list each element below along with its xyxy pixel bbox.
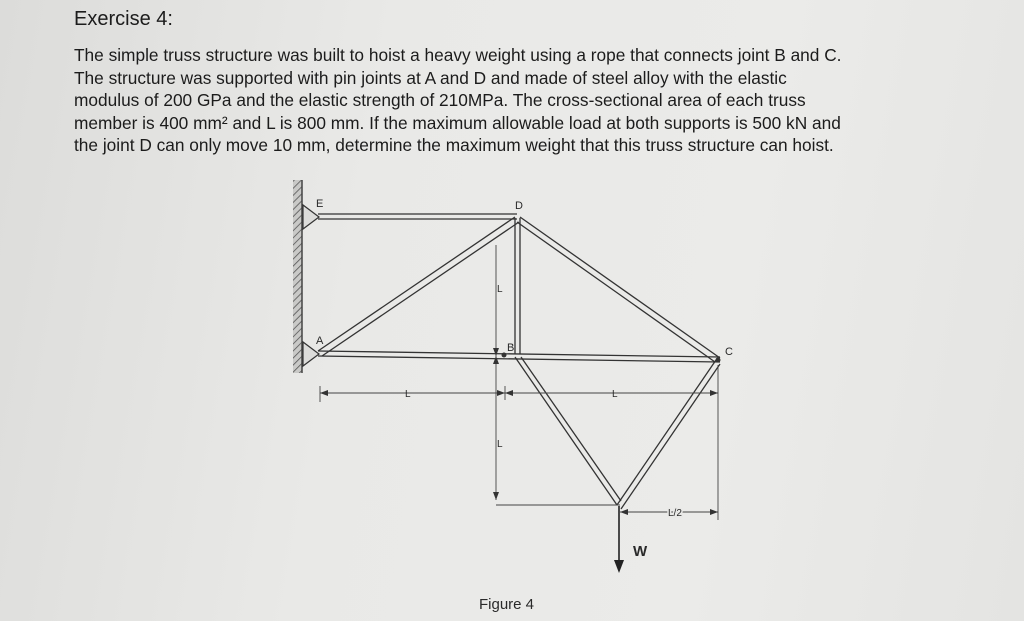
dim-label-vertical-upper: L [497, 284, 503, 295]
arrowhead [497, 390, 505, 396]
label-joint-d: D [515, 200, 523, 212]
rope-b-w [515, 357, 617, 505]
arrowhead [320, 390, 328, 396]
member-abc-edge [318, 356, 720, 362]
arrowhead [505, 390, 513, 396]
member-ad [318, 217, 515, 351]
load-label-w: W [633, 543, 648, 560]
label-joint-c: C [725, 346, 733, 358]
truss-members [318, 214, 720, 509]
arrowhead [710, 390, 718, 396]
statement-line: the joint D can only move 10 mm, determine the maximum weight that this truss structure can hoist. [74, 135, 834, 155]
rope-c-w [617, 360, 716, 505]
rope-c-w-edge [621, 364, 720, 509]
dim-label-vertical-lower: L [497, 439, 503, 450]
arrowhead [493, 356, 499, 364]
joint-c [716, 358, 721, 363]
statement-line: The simple truss structure was built to hoist a heavy weight using a rope that connects joint B and C. [74, 45, 842, 65]
dimension-lines [320, 245, 718, 520]
member-dc [520, 217, 720, 358]
load-arrow-head [614, 560, 624, 573]
statement-line: The structure was supported with pin joints at A and D and made of steel alloy with the elastic [74, 67, 787, 88]
member-abc [318, 351, 720, 357]
exercise-title: Exercise 4: [74, 8, 173, 30]
arrowhead [620, 509, 628, 515]
member-ad-edge [322, 222, 519, 356]
dim-label-horizontal-right: L [612, 389, 618, 400]
statement-line: modulus of 200 GPa and the elastic strength of 210MPa. The cross-sectional area of each truss [74, 90, 806, 110]
dim-label-half: L/2 [668, 508, 682, 519]
member-dc-edge [517, 222, 715, 362]
joint-b [502, 353, 507, 358]
label-joint-b: B [507, 342, 515, 354]
arrowhead [493, 492, 499, 500]
label-joint-a: A [316, 335, 324, 347]
statement-line: member is 400 mm² and L is 800 mm. If the maximum allowable load at both supports is 500 kN and [74, 112, 841, 133]
figure-caption: Figure 4 [479, 596, 535, 613]
dimension-arrowheads [320, 348, 718, 515]
arrowhead [493, 348, 499, 356]
dim-label-horizontal-left: L [405, 389, 411, 400]
wall-support [293, 180, 302, 373]
rope-b-w-edge [521, 357, 621, 501]
label-joint-e: E [316, 198, 324, 210]
arrowhead [710, 509, 718, 515]
